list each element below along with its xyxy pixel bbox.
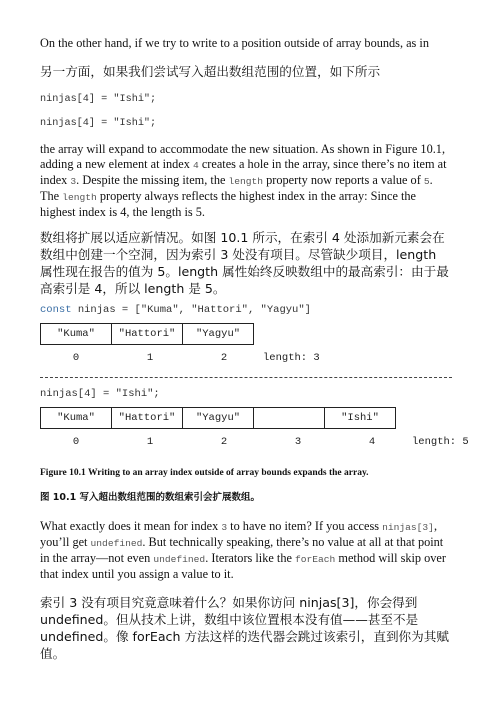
text-segment: method will skip over that index until you assign a value to it.: [40, 551, 446, 581]
text-segment: the array will expand to accommodate the new situation. As shown in Figure 10.1, adding a new element at index: [40, 142, 446, 171]
text-segment: property always reflects the highest index in the array: Since the highest index is 4, the length is 5.: [40, 189, 417, 219]
array-index: 1: [146, 352, 154, 364]
text-segment: . The: [40, 173, 433, 203]
figure-code-rest: ninjas = ["Kuma", "Hattori", "Yagyu"]: [71, 304, 311, 316]
inline-code: 3: [221, 522, 228, 533]
text-segment: . Despite the missing item, the: [76, 173, 229, 187]
figure-10-1: [40, 304, 469, 450]
inline-code: undefined: [90, 538, 143, 549]
text-segment: to have no item? If you access: [227, 519, 383, 533]
array-cell: "Yagyu": [182, 407, 254, 429]
paragraph-intro: On the other hand, if we try to write to a position outside of array bounds, as in: [40, 36, 429, 50]
array-index: 3: [294, 436, 302, 448]
code-line-1: ninjas[4] = "Ishi";: [40, 94, 157, 105]
array-index: 4: [368, 436, 376, 448]
inline-code: ninjas[3]: [382, 522, 434, 533]
paragraph-intro-zh: 另一方面，如果我们尝试写入超出数组范围的位置，如下所示: [40, 64, 381, 79]
paragraph-hole-zh: 索引 3 没有项目究竟意味着什么？如果你访问 ninjas[3]，你会得到 undefined。但从技术上讲，数组中该位置根本没有值——甚至不是 undefined。像 forEach 方法这样的迭代器会跳过该索引，直到你为其赋值。: [40, 595, 449, 661]
inline-code: length: [62, 192, 97, 203]
code-line-2: ninjas[4] = "Ishi";: [40, 118, 157, 129]
figure-caption-zh: 图 10.1 写入超出数组范围的数组索引会扩展数组。: [40, 492, 261, 503]
length-label-after: length: 5: [412, 436, 469, 448]
text-segment: property now reports a value of: [263, 173, 424, 187]
array-index: 0: [72, 436, 80, 448]
length-label-before: length: 3: [263, 352, 320, 364]
paragraph-expand-zh: 数组将扩展以适应新情况。如图 10.1 所示，在索引 4 处添加新元素会在数组中创建一个空洞，因为索引 3 处没有项目。尽管缺少项目，length 属性现在报告的值为 5。length 属性始终反映数组中的最高索引：由于最高索引是 4，所以 length 是 5。: [40, 230, 449, 296]
figure-divider: [40, 377, 452, 378]
text-segment: What exactly does it mean for index: [40, 519, 222, 533]
text-segment: . Iterators like the: [205, 551, 296, 565]
inline-code: undefined: [153, 554, 206, 565]
array-cell: "Hattori": [111, 407, 183, 429]
array-index: 1: [146, 436, 154, 448]
figure-assign-code: ninjas[4] = "Ishi";: [40, 388, 160, 400]
text-segment: creates a hole in the array, since there’s no item at index: [40, 157, 447, 187]
array-cell: "Hattori": [111, 323, 183, 345]
array-cell-empty: [253, 407, 325, 429]
array-index: 2: [220, 436, 228, 448]
figure-code-const: [40, 304, 452, 317]
inline-code: length: [228, 176, 264, 187]
array-cell: "Kuma": [40, 323, 112, 345]
array-diagram-before: [40, 323, 452, 345]
array-cell: "Yagyu": [182, 323, 254, 345]
keyword-const: const: [40, 304, 72, 316]
array-diagram-after: [40, 407, 452, 429]
inline-code: 4: [192, 160, 199, 171]
inline-code: forEach: [295, 554, 336, 565]
text-segment: , you’ll get: [40, 519, 438, 549]
index-row-after: [40, 436, 469, 450]
array-cell: "Kuma": [40, 407, 112, 429]
index-row-before: [40, 352, 452, 366]
array-index: 2: [220, 352, 228, 364]
text-segment: . But technically speaking, there’s no value at all at that point in the array—not even: [40, 535, 444, 565]
array-index: 0: [72, 352, 80, 364]
inline-code: 5: [423, 176, 430, 187]
figure-caption: Figure 10.1 Writing to an array index outside of array bounds expands the array.: [40, 468, 369, 478]
inline-code: 3: [70, 176, 77, 187]
page-content: [40, 36, 469, 662]
paragraph-hole: [40, 519, 452, 582]
paragraph-expand: [40, 142, 452, 220]
array-cell: "Ishi": [324, 407, 396, 429]
